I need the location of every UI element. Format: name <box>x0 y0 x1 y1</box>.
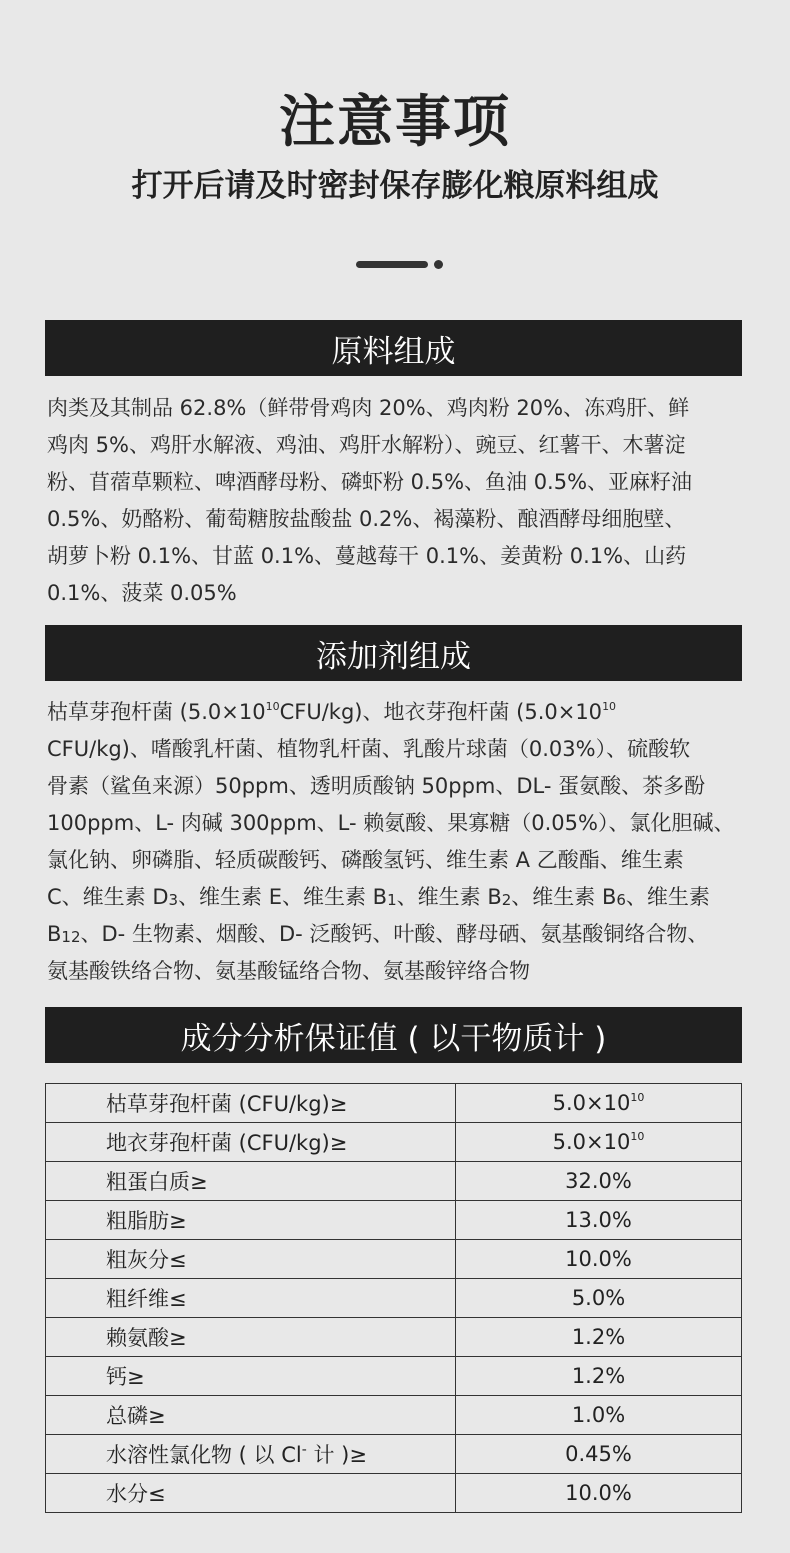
row-value: 1.0% <box>456 1396 742 1435</box>
row-name: 粗灰分≤ <box>46 1240 456 1279</box>
decorative-divider <box>356 260 446 270</box>
additives-line: 氨基酸铁络合物、氨基酸锰络合物、氨基酸锌络合物 <box>47 959 530 983</box>
row-value: $5.0\times 10^{10}$ <box>456 1084 742 1123</box>
row-value: 32.0% <box>456 1162 742 1201</box>
row-name: 粗脂肪≥ <box>46 1201 456 1240</box>
additives-line: $B_{12}$、D- 生物素、烟酸、D- 泛酸钙、叶酸、酵母硒、氨基酸铜络合物、 <box>47 922 709 946</box>
table-row <box>46 1396 742 1435</box>
row-name: 总磷≥ <box>46 1396 456 1435</box>
row-value: 0.45% <box>456 1435 742 1474</box>
raw-materials-heading: 原料组成 <box>45 320 742 376</box>
table-row <box>46 1474 742 1513</box>
table-row <box>46 1279 742 1318</box>
divider-bar <box>356 261 428 268</box>
additives-line: 骨素（鲨鱼来源）50ppm、透明质酸钠 50ppm、DL- 蛋氨酸、茶多酚 <box>47 774 706 798</box>
analysis-table <box>45 1083 742 1513</box>
additives-line: 氯化钠、卵磷脂、轻质碳酸钙、磷酸氢钙、维生素 A 乙酸酯、维生素 <box>47 848 684 872</box>
page-subtitle: 打开后请及时密封保存膨化粮原料组成 <box>131 168 659 204</box>
row-name: 粗纤维≤ <box>46 1279 456 1318</box>
row-value: 10.0% <box>456 1240 742 1279</box>
table-row <box>46 1357 742 1396</box>
row-value: 1.2% <box>456 1357 742 1396</box>
row-name: 粗蛋白质≥ <box>46 1162 456 1201</box>
table-row <box>46 1240 742 1279</box>
row-value: $5.0\times 10^{10}$ <box>456 1123 742 1162</box>
row-name: 钙≥ <box>46 1357 456 1396</box>
analysis-heading: 成分分析保证值 ( 以干物质计 ) <box>45 1007 742 1063</box>
table-row <box>46 1318 742 1357</box>
additives-heading: 添加剂组成 <box>45 625 742 681</box>
row-value: 10.0% <box>456 1474 742 1513</box>
divider-dot <box>434 260 443 269</box>
row-name: 水溶性氯化物 ( 以 Cl- 计 )≥ <box>46 1435 456 1474</box>
additives-line: C、维生素 $D_3$、维生素 E、维生素 $B_1$、维生素 $B_2$、维生素 $B_6$、维生素 <box>47 885 710 909</box>
row-value: 5.0% <box>456 1279 742 1318</box>
row-value: 13.0% <box>456 1201 742 1240</box>
additives-line: 枯草芽孢杆菌 $(5.0\times 10^{10}CFU/kg)$、地衣芽孢杆菌 ($5.0\times 10^{10}$ <box>47 700 617 724</box>
additives-text <box>47 694 747 990</box>
row-name: 枯草芽孢杆菌 (CFU/kg)≥ <box>46 1084 456 1123</box>
table-row <box>46 1435 742 1474</box>
additives-line: CFU/kg)、嗜酸乳杆菌、植物乳杆菌、乳酸片球菌（0.03%）、硫酸软 <box>47 737 691 761</box>
row-name: 水分≤ <box>46 1474 456 1513</box>
row-name: 赖氨酸≥ <box>46 1318 456 1357</box>
row-value: 1.2% <box>456 1318 742 1357</box>
page-title: 注意事项 <box>279 90 511 155</box>
table-row <box>46 1162 742 1201</box>
row-name: 地衣芽孢杆菌 (CFU/kg)≥ <box>46 1123 456 1162</box>
table-row <box>46 1084 742 1123</box>
table-row <box>46 1201 742 1240</box>
raw-materials-text: 肉类及其制品 62.8%（鲜带骨鸡肉 20%、鸡肉粉 20%、冻鸡肝、鲜 鸡肉 5%、鸡肝水解液、鸡油、鸡肝水解粉）、豌豆、红薯干、木薯淀 粉、苜蓿草颗粒、啤酒酵母粉、磷虾粉 0.5%、鱼油 0.5%、亚麻籽油 0.5%、奶酪粉、葡萄糖胺盐酸盐 0.2%、褐藻粉、酿酒酵母细胞壁、 胡萝卜粉 0.1%、甘蓝 0.1%、蔓越莓干 0.1%、姜黄粉 0.1%、山药 0.1%、菠菜 0.05% <box>47 396 693 605</box>
table-row <box>46 1123 742 1162</box>
additives-line: 100ppm、L- 肉碱 300ppm、L- 赖氨酸、果寡糖（0.05%）、氯化胆碱、 <box>47 811 735 835</box>
